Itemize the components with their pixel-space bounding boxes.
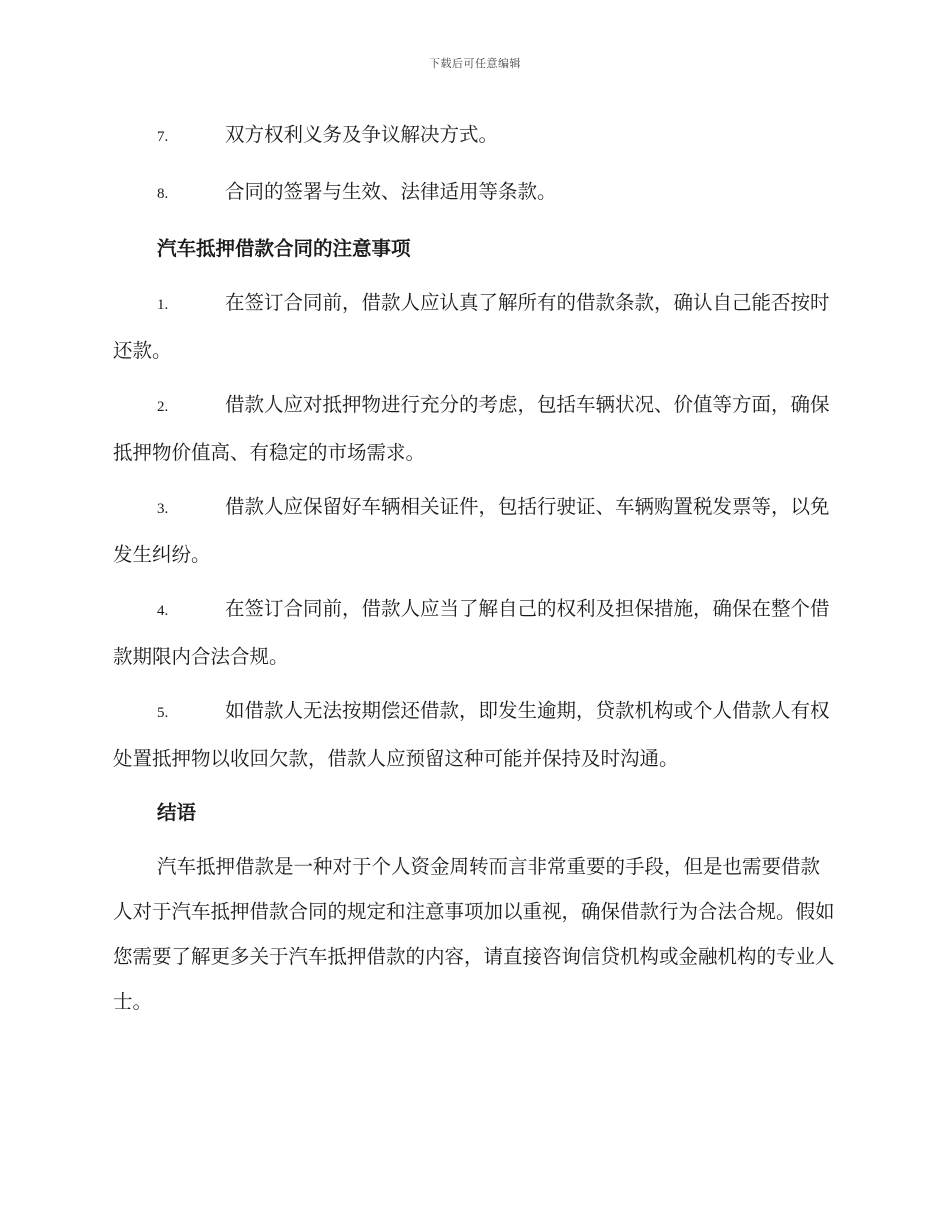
list-item [113,169,835,217]
list-item [113,688,835,781]
list-item-text: 双方权利义务及争议解决方式。 [225,123,499,146]
list-item [113,586,835,679]
list-item-number: 2. [157,399,169,415]
page-header: 下载后可任意编辑 [429,57,521,70]
conclusion-paragraph: 汽车抵押借款是一种对于个人资金周转而言非常重要的手段，但是也需要借款人对于汽车抵押借款合同的规定和注意事项加以重视，确保借款行为合法合规。假如您需要了解更多关于汽车抵押借款的内容，请直接咨询信贷机构或金融机构的专业人士。 [113,855,835,1013]
list-item-text: 在签订合同前，借款人应认真了解所有的借款条款，确认自己能否按时还款。 [113,291,830,362]
list-item-text: 合同的签署与生效、法律适用等条款。 [225,180,557,203]
list-item [113,280,835,373]
list-item-text: 如借款人无法按期偿还借款，即发生逾期，贷款机构或个人借款人有权处置抵押物以收回欠款，借款人应预留这种可能并保持及时沟通。 [113,699,830,770]
section-heading-notes: 汽车抵押借款合同的注意事项 [157,237,411,260]
list-item-number: 1. [157,297,169,313]
list-item-number: 5. [157,705,169,721]
list-item-text: 借款人应对抵押物进行充分的考虑，包括车辆状况、价值等方面，确保抵押物价值高、有稳定的市场需求。 [113,393,830,464]
list-item [113,382,835,475]
list-item [113,484,835,577]
list-item [113,112,835,160]
list-item-number: 3. [157,501,169,517]
list-item-text: 在签订合同前，借款人应当了解自己的权利及担保措施，确保在整个借款期限内合法合规。 [113,597,830,668]
list-item-number: 8. [157,186,169,202]
list-item-number: 4. [157,603,169,619]
document-body [113,112,835,1024]
section-heading-conclusion: 结语 [157,801,197,824]
list-item-number: 7. [157,129,169,145]
list-item-text: 借款人应保留好车辆相关证件，包括行驶证、车辆购置税发票等，以免发生纠纷。 [113,495,830,566]
